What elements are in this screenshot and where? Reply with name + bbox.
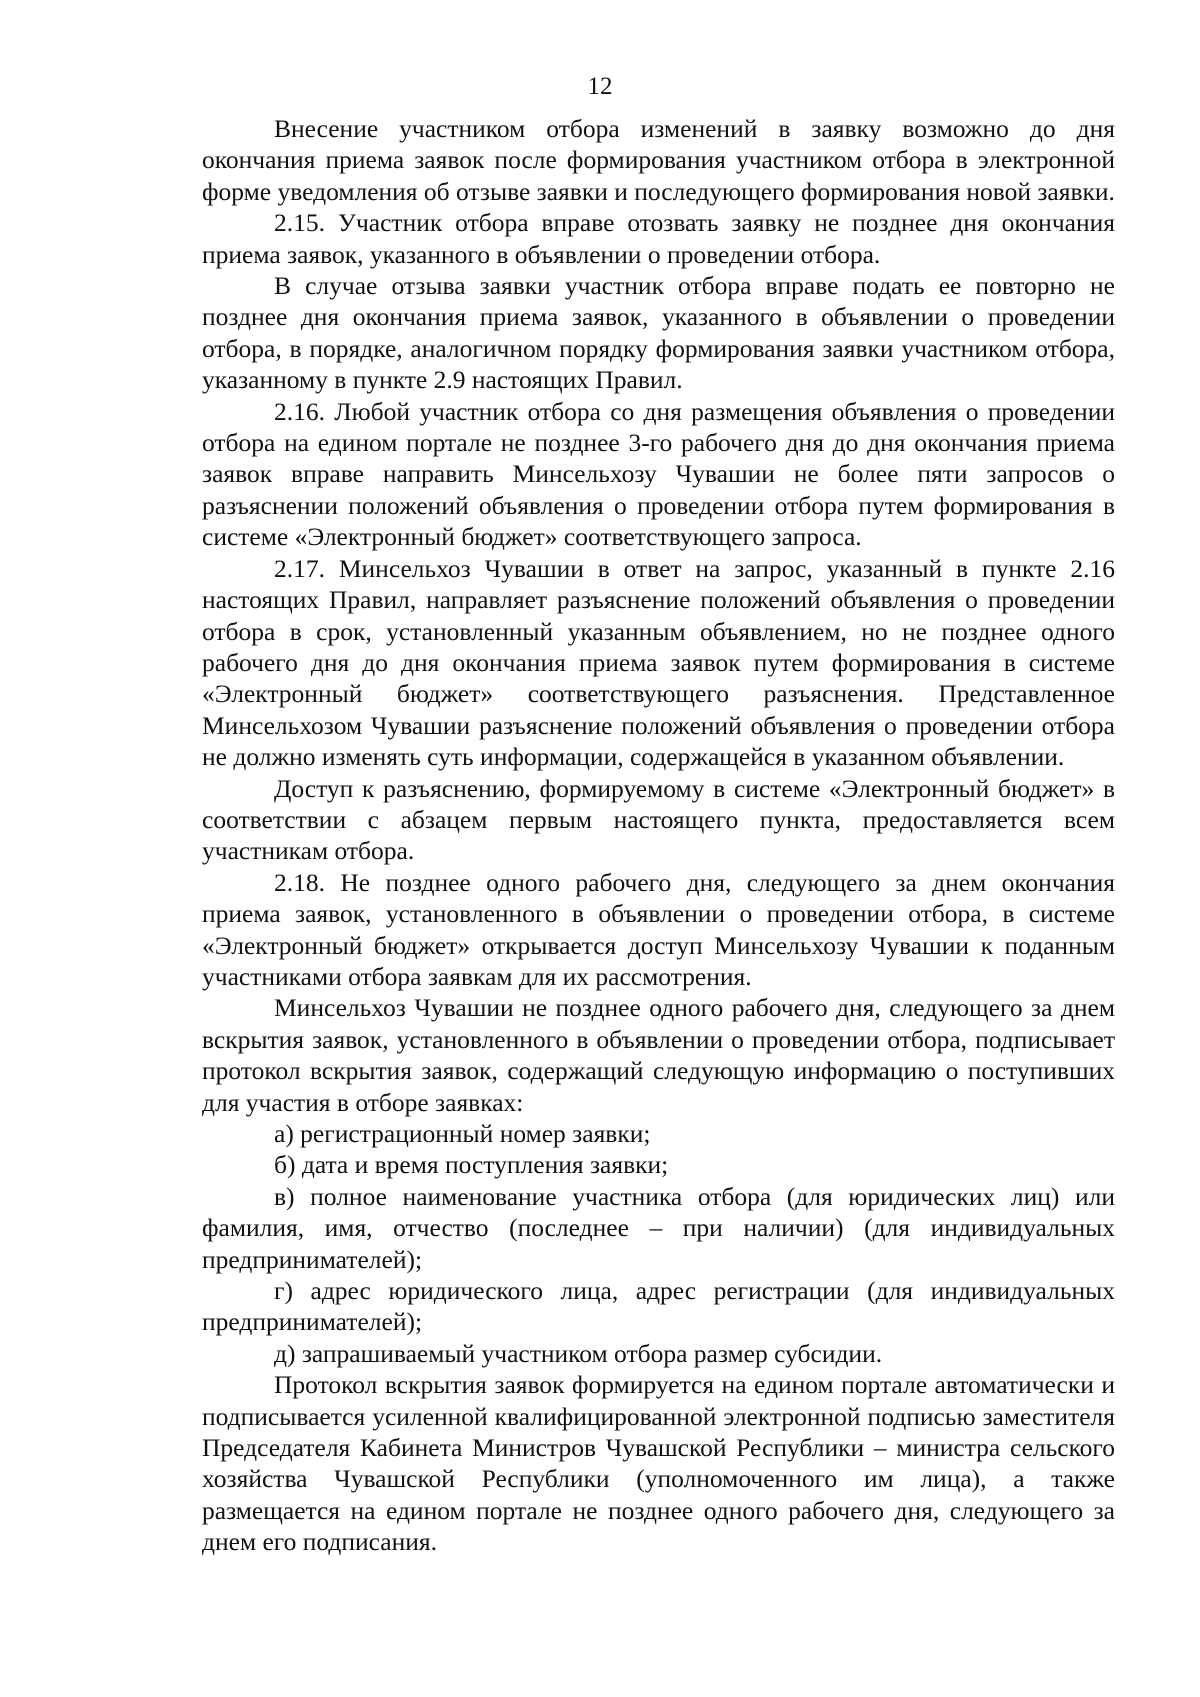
list-item-g: г) адрес юридического лица, адрес регистрации (для индивидуальных предпринимателей); (202, 1276, 1115, 1337)
list-item-a: а) регистрационный номер заявки; (274, 1119, 651, 1148)
paragraph-clarification-access: Доступ к разъяснению, формируемому в системе «Электронный бюджет» в соответствии с абзацем первым настоящего пункта, предоставляется всем участникам отбора. (202, 773, 1115, 866)
list-item-d: д) запрашиваемый участником отбора размер субсидии. (274, 1338, 883, 1368)
paragraph-withdrawal: В случае отзыва заявки участник отбора вправе подать ее повторно не позднее дня окончания приема заявок, указанного в объявлении о проведении отбора, в порядке, аналогичном порядку формирования заявки участником отбора, указанному в пункте 2.9 настоящих Правил. (202, 271, 1115, 395)
paragraph-protocol-signing: Протокол вскрытия заявок формируется на едином портале автоматически и подписывается усиленной квалифицированной электронной подписью заместителя Председателя Кабинета Министров Чувашской Республики – министра сельского хозяйства Чувашской Республики (уполномоченного им лица), а также размещается на едином портале не позднее одного рабочего дня, следующего за днем его подписания. (202, 1370, 1115, 1557)
paragraph-2-16: 2.16. Любой участник отбора со дня размещения объявления о проведении отбора на едином портале не позднее 3-го рабочего дня до дня окончания приема заявок вправе направить Минсельхозу Чувашии не более пяти запросов о разъяснении положений объявления о проведении отбора путем формирования в системе «Электронный бюджет» соответствующего запроса. (202, 396, 1115, 552)
paragraph-2-15: 2.15. Участник отбора вправе отозвать заявку не позднее дня окончания приема заявок, указанного в объявлении о проведении отбора. (202, 208, 1115, 269)
list-item-b: б) дата и время поступления заявки; (274, 1150, 669, 1180)
document-body (202, 113, 1115, 1558)
paragraph-2-18: 2.18. Не позднее одного рабочего дня, следующего за днем окончания приема заявок, установленного в объявлении о проведении отбора, в системе «Электронный бюджет» открывается доступ Минсельхозу Чувашии к поданным участниками отбора заявкам для их рассмотрения. (202, 867, 1115, 991)
page-number: 12 (587, 73, 613, 100)
paragraph-opening-protocol: Минсельхоз Чувашии не позднее одного рабочего дня, следующего за днем вскрытия заявок, установленного в объявлении о проведении отбора, подписывает протокол вскрытия заявок, содержащий следующую информацию о поступивших для участия в отборе заявках: (202, 993, 1115, 1117)
list-item-v: в) полное наименование участника отбора (для юридических лиц) или фамилия, имя, отчество (последнее – при наличии) (для индивидуальных предпринимателей); (202, 1181, 1115, 1274)
paragraph-amendment: Внесение участником отбора изменений в заявку возможно до дня окончания приема заявок после формирования участником отбора в электронной форме уведомления об отзыве заявки и последующего формирования новой заявки. (202, 114, 1115, 206)
paragraph-2-17: 2.17. Минсельхоз Чувашии в ответ на запрос, указанный в пункте 2.16 настоящих Правил, направляет разъяснение положений объявления о проведении отбора в срок, установленный указанным объявлением, но не позднее одного рабочего дня до дня окончания приема заявок путем формирования в системе «Электронный бюджет» соответствующего разъяснения. Представленное Минсельхозом Чувашии разъяснение положений объявления о проведении отбора не должно изменять суть информации, содержащейся в указанном объявлении. (202, 553, 1115, 772)
